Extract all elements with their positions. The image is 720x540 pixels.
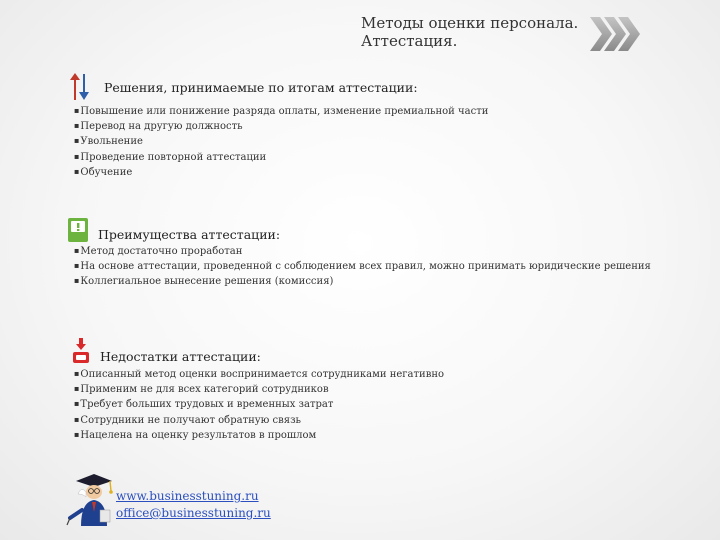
list-item: ▪ Сотрудники не получают обратную связь — [74, 413, 444, 428]
footer-contacts — [116, 488, 271, 522]
email-link[interactable]: office@businesstuning.ru — [116, 506, 271, 520]
section-drawbacks-heading — [72, 338, 261, 364]
section-decisions-heading — [64, 72, 418, 102]
section-advantages-heading — [68, 218, 280, 242]
list-item: ▪ На основе аттестации, проведенной с соблюдением всех правил, можно принимать юридические решения — [74, 259, 651, 274]
section-drawbacks-list — [74, 367, 444, 443]
slide-title-line-1: Методы оценки персонала. — [361, 14, 579, 32]
section-drawbacks-label: Недостатки аттестации: — [100, 348, 261, 364]
list-item: ▪ Нацелена на оценку результатов в прошлом — [74, 428, 444, 443]
list-item: ▪ Метод достаточно проработан — [74, 244, 651, 259]
section-advantages-label: Преимущества аттестации: — [98, 226, 281, 242]
exclamation-green-icon — [68, 218, 88, 242]
section-decisions-list — [74, 104, 488, 180]
professor-mascot-icon — [66, 472, 116, 528]
down-arrow-red-icon — [72, 338, 90, 364]
slide-title-line-2: Аттестация. — [361, 32, 458, 50]
list-item: ▪ Описанный метод оценки воспринимается сотрудниками негативно — [74, 367, 444, 382]
list-item: ▪ Требует больших трудовых и временных затрат — [74, 397, 444, 412]
arrows-up-down-icon — [64, 72, 96, 102]
list-item: ▪ Применим не для всех категорий сотрудников — [74, 382, 444, 397]
section-advantages-list — [74, 244, 651, 290]
list-item: ▪ Проведение повторной аттестации — [74, 150, 488, 165]
list-item: ▪ Повышение или понижение разряда оплаты, изменение премиальной части — [74, 104, 488, 119]
list-item: ▪ Перевод на другую должность — [74, 119, 488, 134]
list-item: ▪ Увольнение — [74, 134, 488, 149]
list-item: ▪ Обучение — [74, 165, 488, 180]
website-link[interactable]: www.businesstuning.ru — [116, 489, 259, 503]
slide-title — [361, 14, 581, 50]
section-decisions-label: Решения, принимаемые по итогам аттестации: — [104, 79, 418, 95]
triple-chevron-icon — [588, 14, 644, 54]
list-item: ▪ Коллегиальное вынесение решения (комиссия) — [74, 274, 651, 289]
